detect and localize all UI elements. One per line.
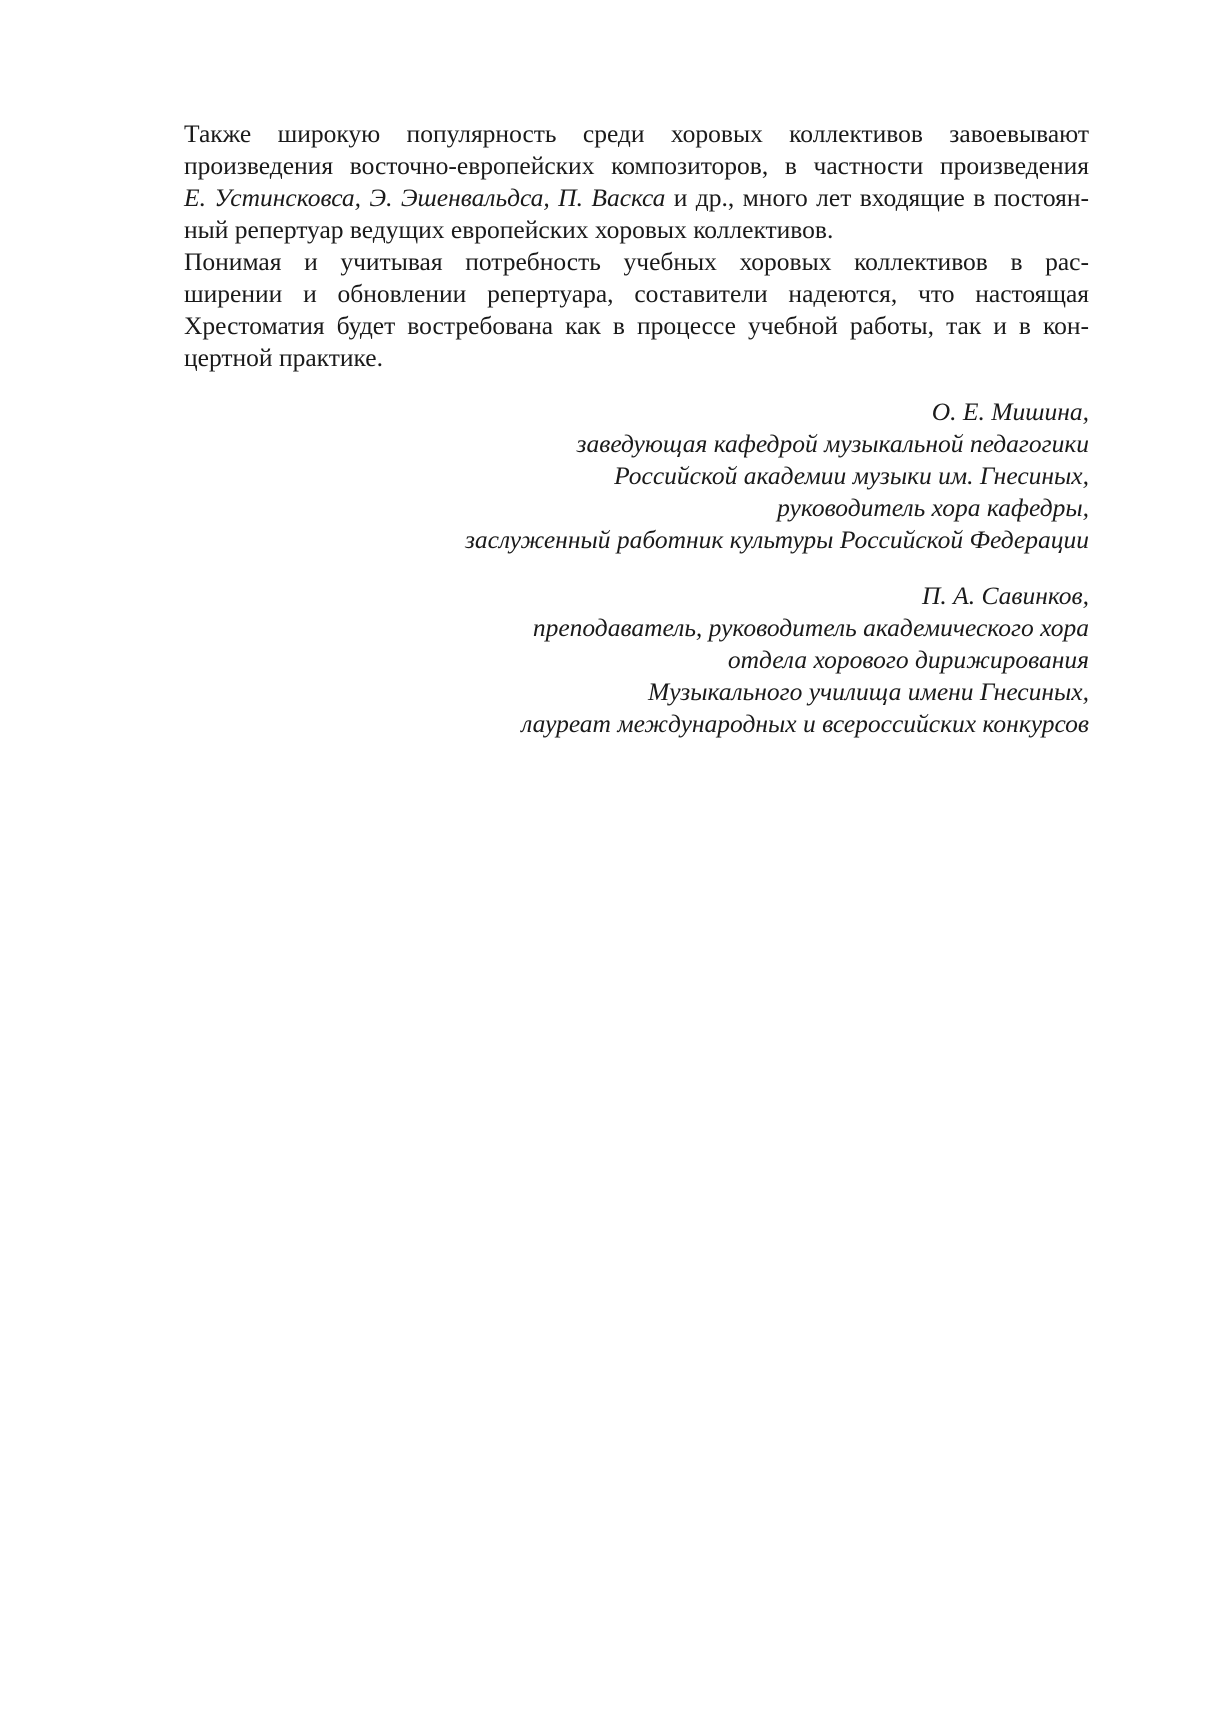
signature-title-line: руководитель хора кафедры, (777, 493, 1089, 522)
paragraph-2-line-2: ширении и обновлении репертуара, составители надеются, что настоящая (184, 279, 1089, 308)
signature-title-line: Российской академии музыки им. Гнесиных, (614, 461, 1089, 490)
paragraph-2-line-1: Понимая и учитывая потребность учебных хоровых коллективов в рас- (184, 247, 1089, 276)
paragraph-1-line-3 (121, 182, 1089, 214)
signature-title-line: преподаватель, руководитель академического хора (532, 613, 1089, 642)
signature-title-line: заслуженный работник культуры Российской Федерации (464, 525, 1089, 554)
signature-mishina (189, 396, 1089, 556)
paragraph-2-line-3: Хрестоматия будет востребована как в процессе учебной работы, так и в кон- (184, 311, 1089, 340)
signature-title-line: лауреат международных и всероссийских конкурсов (521, 709, 1089, 738)
paragraph-2-line-4: цертной практике. (184, 343, 383, 372)
signature-savinkov (189, 580, 1089, 740)
signature-title-line: отдела хорового дирижирования (727, 645, 1089, 674)
signature-name: П. А. Савинков, (921, 581, 1089, 610)
composer-names: Е. Устинсковса, Э. Эшенвальдса, П. Васкса (184, 183, 666, 212)
paragraph-1-line-4: ный репертуар ведущих европейских хоровых коллективов. (184, 215, 834, 244)
body-text (121, 118, 1089, 374)
paragraph-1-line-1: Также широкую популярность среди хоровых коллективов завоевывают (184, 119, 1089, 148)
signature-name: О. Е. Мишина, (931, 397, 1089, 426)
paragraph-1 (121, 118, 1089, 246)
signature-title-line: Музыкального училища имени Гнесиных, (648, 677, 1089, 706)
paragraph-1-line-2: произведения восточно-европейских композиторов, в частности произведения (184, 151, 1089, 180)
paragraph-2 (121, 246, 1089, 374)
paragraph-1-line-3-rest: и др., много лет входящие в постоян- (665, 183, 1089, 212)
signature-title-line: заведующая кафедрой музыкальной педагогики (576, 429, 1089, 458)
